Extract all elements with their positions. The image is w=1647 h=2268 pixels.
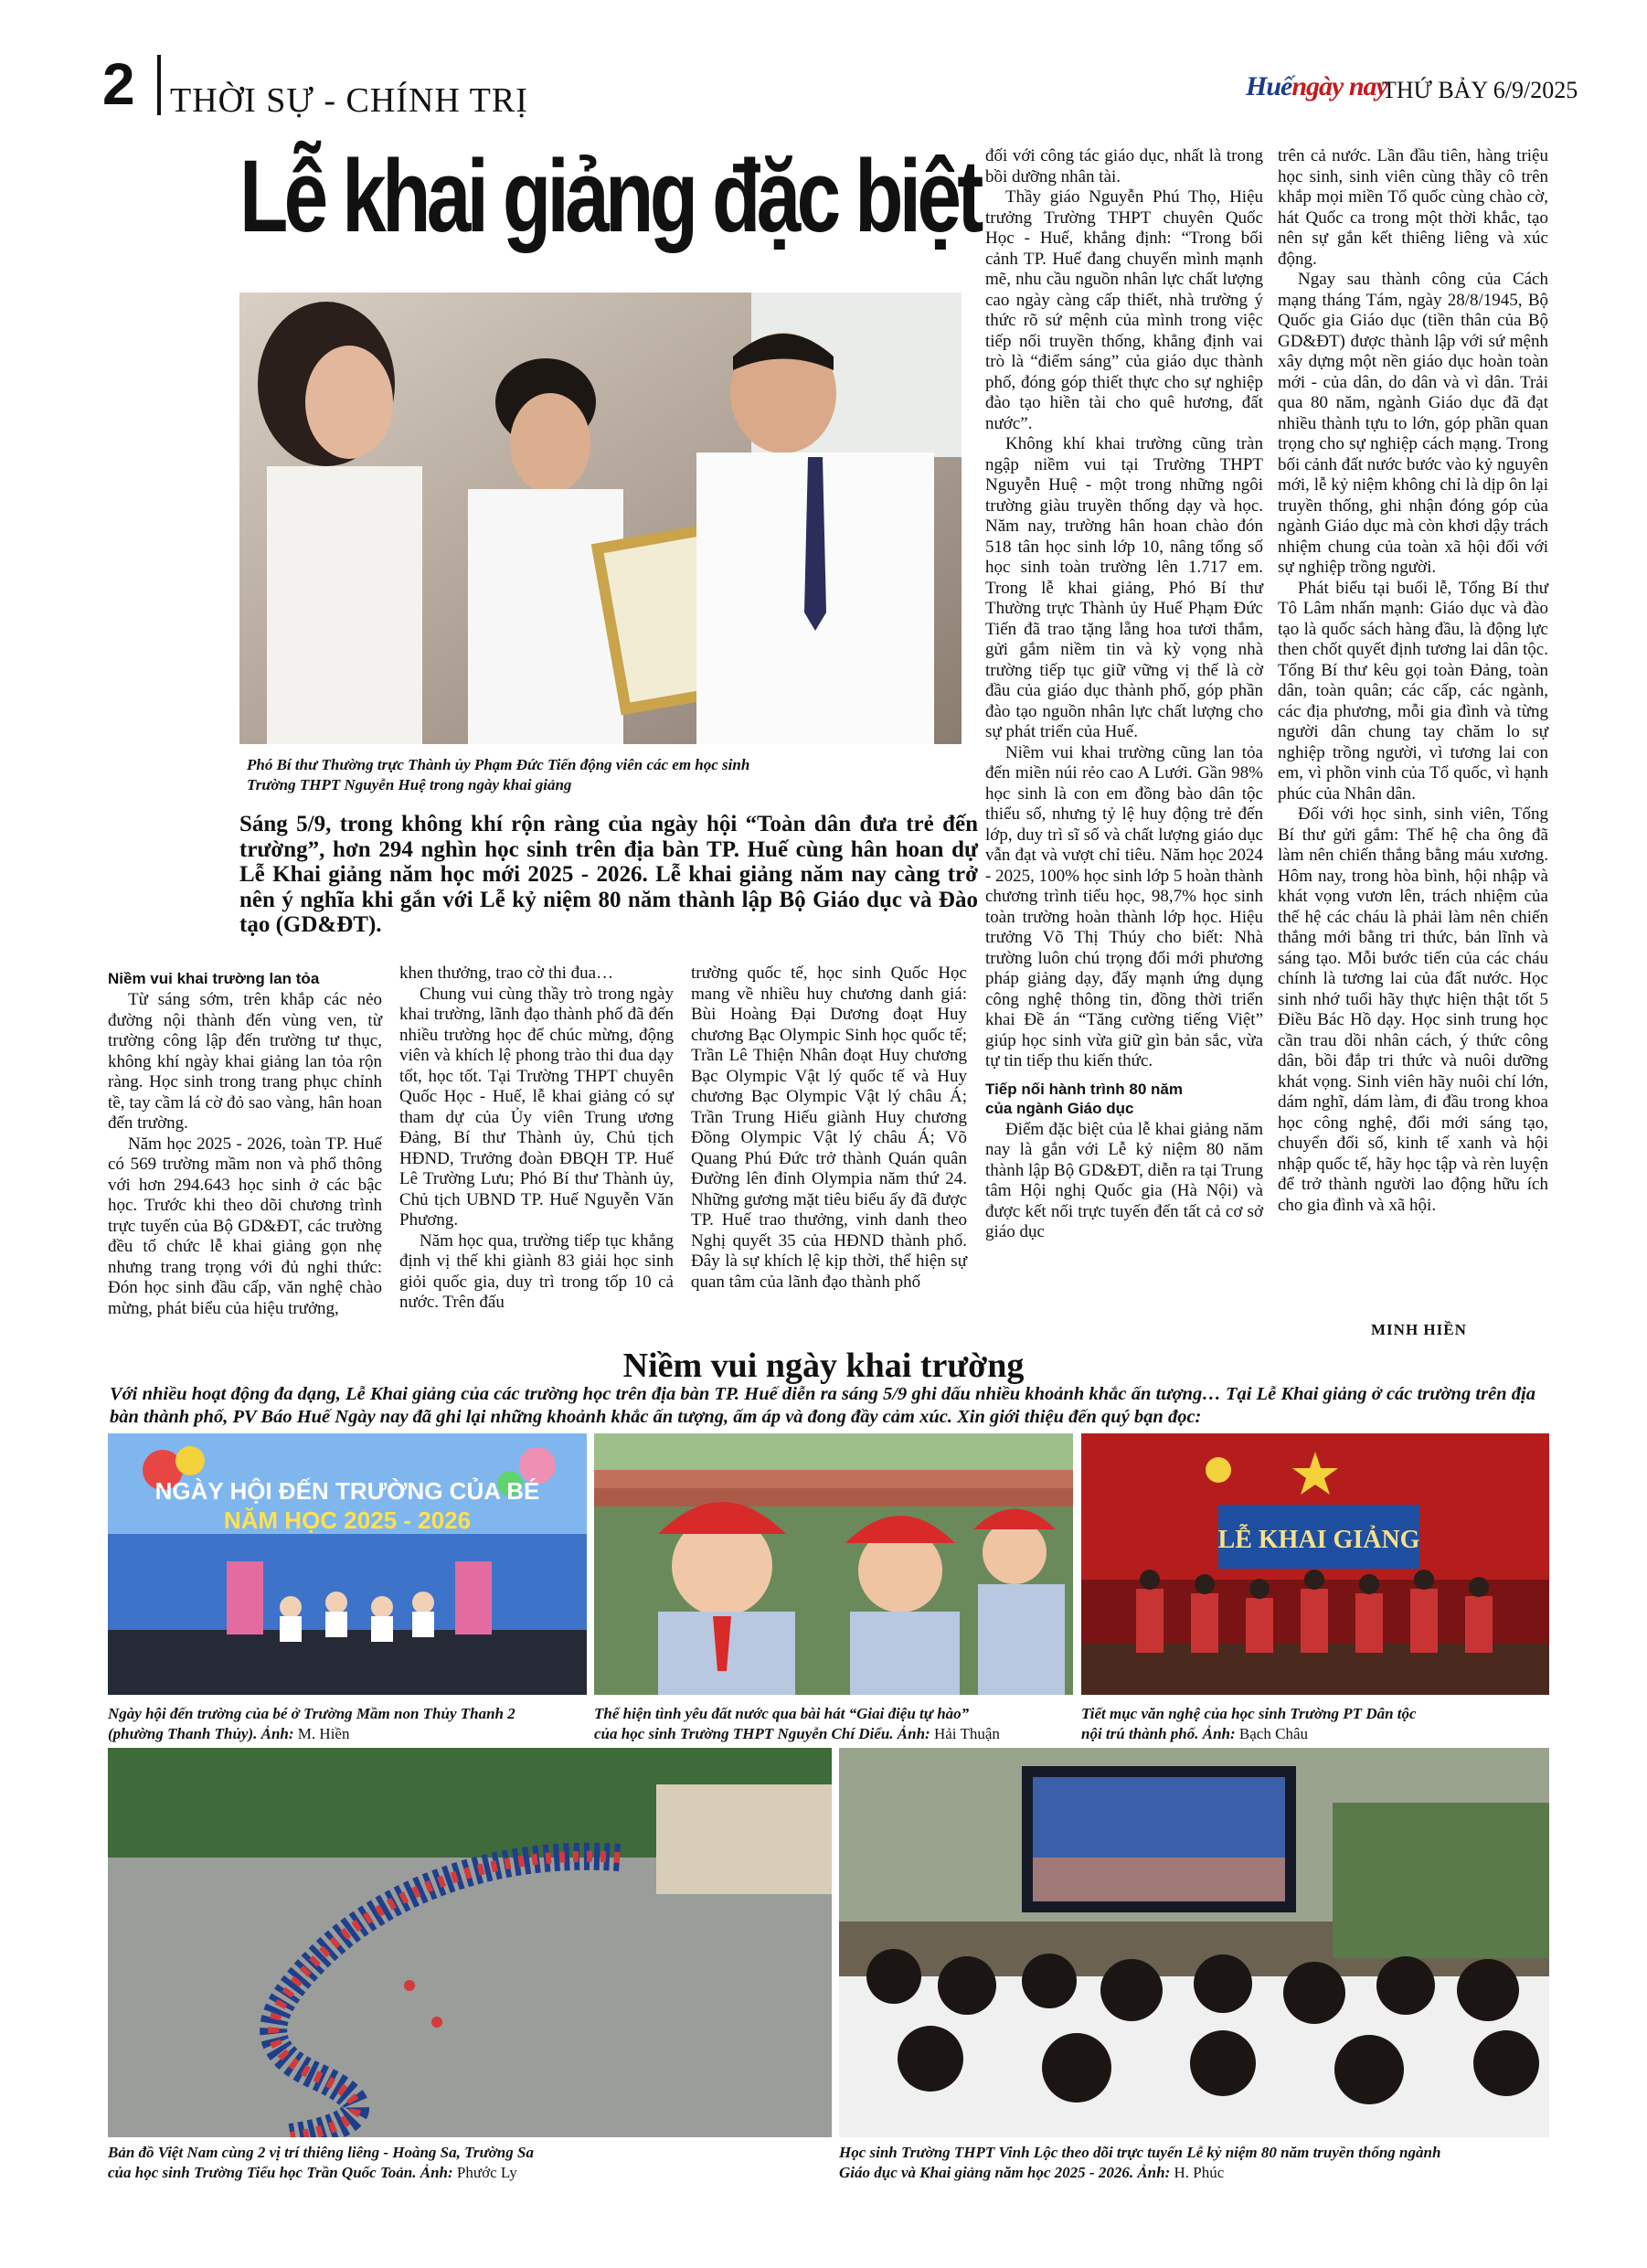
main-photo-caption [247, 755, 969, 795]
feature-title: Niềm vui ngày khai trường [622, 1347, 1025, 1385]
subhead-80-nam: Tiếp nối hành trình 80 năm [985, 1080, 1183, 1098]
photo-credit: Bạch Châu [1238, 1725, 1308, 1742]
feature-caption-2 [594, 1704, 1079, 1744]
logo-part-ngay-nay: ngày nay [1291, 71, 1387, 101]
paragraph: Điểm đặc biệt của lễ khai giảng năm nay là gắn với Lễ kỷ niệm 80 năm thành lập Bộ GD&ĐT, diễn ra tại Trung tâm Hội nghị Quốc gia (Hà Nội) và được kết nối trực tuyến đến tất cả cơ sở giáo dục [985, 1119, 1263, 1241]
page-number: 2 [102, 51, 135, 117]
feature-photo-5[interactable] [839, 1748, 1549, 2137]
paragraph: đối với công tác giáo dục, nhất là trong bồi dưỡng nhân tài. [985, 146, 1263, 186]
article-headline: Lễ khai giảng đặc biệt [239, 139, 980, 253]
subhead-lan-toa: Niềm vui khai trường lan tỏa [108, 970, 320, 987]
paragraph: Đối với học sinh, sinh viên, Tổng Bí thư gửi gắm: Thế hệ cha ông đã làm nên chiến thắng bằng máu xương. Hôm nay, trong hòa bình, hội nhập và khát vọng vươn lên, trách nhiệm của thế hệ các cháu là phải làm nên chiến thắng mới bằng tri thức, bản lĩnh và sáng tạo. Mỗi bước tiến của các cháu chính là tương lai của đất nước. Học sinh nhớ tuổi hãy thực hiện thật tốt 5 Điều Bác Hồ dạy. Học sinh trung học cần trau dồi nhân cách, ý thức công dân, bồi đắp tri thức và nuôi dưỡng khát vọng. Sinh viên hãy nuôi chí lớn, dám nghĩ, dám làm, đi đầu trong khoa học công nghệ, đổi mới sáng tạo, chuyển đổi số, kinh tế xanh và hội nhập quốc tế, hãy học tập và rèn luyện để trở thành người lao động hữu ích cho gia đình và xã hội. [1278, 804, 1548, 1215]
photo3-banner: LỄ KHAI GIẢNG [1217, 1526, 1420, 1554]
paragraph: Phát biểu tại buổi lễ, Tổng Bí thư Tô Lâm nhấn mạnh: Giáo dục và đào tạo là quốc sách hàng đầu, là động lực then chốt quyết định tương lai dân tộc. Tổng Bí thư kêu gọi toàn Đảng, toàn dân, toàn quân; các cấp, các ngành, các địa phương, mỗi gia đình và từng người dân chung tay chăm lo sự nghiệp trồng người, vì tương lai con em, vì phồn vinh của Tổ quốc, vì hạnh phúc của Nhân dân. [1278, 578, 1548, 804]
photo-credit: Hải Thuận [933, 1725, 1000, 1742]
feature-caption-3 [1081, 1704, 1557, 1744]
paragraph: Không khí khai trường cũng tràn ngập niềm vui tại Trường THPT Nguyễn Huệ - một trong những ngôi trường giàu truyền thống dạy và học. Năm nay, trường hân hoan chào đón 518 tân học sinh lớp 10, nâng tổng số học sinh toàn trường lên 1.717 em. Trong lễ khai giảng, Phó Bí thư Thường trực Thành ủy Huế Phạm Đức Tiến đã trao tặng lẵng hoa tươi thắm, gửi gắm niềm tin và kỳ vọng nhà trường tiếp tục giữ vững vị thế là cờ đầu của giáo dục thành phố, góp phần đào tạo nguồn nhân lực chất lượng cho sự phát triển của Huế. [985, 434, 1263, 741]
issue-date: THỨ BẢY 6/9/2025 [1382, 77, 1578, 103]
paragraph: trên cả nước. Lần đầu tiên, hàng triệu học sinh, sinh viên cùng thầy cô trên khắp mọi miền Tổ quốc cùng chào cờ, hát Quốc ca trong một thời khắc, tạo nên sự gắn kết thiêng liêng và xúc động. [1278, 146, 1548, 269]
logo-part-hue: Huế [1246, 71, 1292, 101]
paragraph: Năm học 2025 - 2026, toàn TP. Huế có 569 trường mầm non và phổ thông với hơn 294.643 học sinh ở các bậc học. Trước khi theo dõi chương trình trực tuyến của Bộ GD&ĐT, các trường đều tổ chức lễ khai giảng gọn nhẹ nhưng trang trọng với đủ nghi thức: Đón học sinh đầu cấp, văn nghệ chào mừng, phát biểu của hiệu trưởng, [108, 1134, 382, 1318]
caption-line: Học sinh Trường THPT Vinh Lộc theo dõi trực tuyến Lễ kỷ niệm 80 năm truyền thống ngành [839, 2144, 1441, 2161]
paragraph: Năm học qua, trường tiếp tục khẳng định vị thế khi giành 83 giải học sinh giỏi quốc gia, duy trì trong tốp 10 cả nước. Trên đấu [399, 1230, 674, 1312]
paragraph: Niềm vui khai trường cũng lan tỏa đến miền núi rẻo cao A Lưới. Gần 98% học sinh là con em đồng bào dân tộc thiểu số, nhưng tỷ lệ huy động trẻ đến lớp, duy trì sĩ số và chất lượng giáo dục vẫn đạt và vượt chỉ tiêu. Năm học 2024 - 2025, 100% học sinh lớp 5 hoàn thành chương trình tiểu học, 98,7% học sinh toàn trường hoàn thành lớp học. Hiệu trưởng Võ Thị Thúy cho biết: Nhà trường luôn chú trọng đổi mới phương pháp giảng dạy, đẩy mạnh ứng dụng công nghệ thông tin, đồng thời triển khai Đề án “Tăng cường tiếng Việt” giúp học sinh vừa giữ gìn bản sắc, vừa tự tin tiếp thu kiến thức. [985, 742, 1263, 1070]
feature-photo-1[interactable] [108, 1433, 587, 1695]
article-column-3 [691, 964, 967, 1293]
paragraph: trường quốc tế, học sinh Quốc Học mang về nhiều huy chương danh giá: Bùi Hoàng Đại Dương đoạt Huy chương Bạc Olympic Sinh học quốc tế; Trần Lê Thiện Nhân đoạt Huy chương Bạc Olympic Vật lý quốc tế và Huy chương Bạc Olympic Vật lý châu Á; Trần Trung Hiếu giành Huy chương Đồng Olympic Vật lý châu Á; Võ Quang Phú Đức trở thành Quán quân Đường lên đỉnh Olympia năm thứ 24. Những gương mặt tiêu biểu ấy đã được TP. Huế trao thưởng, vinh danh theo Nghị quyết 35 của HĐND thành phố. Đây là sự khích lệ kịp thời, thể hiện sự quan tâm của lãnh đạo thành phố [691, 964, 967, 1292]
caption-line: của học sinh Trường THPT Nguyễn Chí Diểu. Ảnh: [594, 1725, 934, 1742]
main-photo[interactable] [239, 293, 962, 744]
article-column-4 [985, 146, 1263, 1243]
paragraph: Từ sáng sớm, trên khắp các nẻo đường nội thành đến vùng ven, từ trường công lập đến trường tư thục, không khí ngày khai giảng lan tỏa rộn ràng. Học sinh trong trang phục chỉnh tề, tay cầm lá cờ đỏ sao vàng, hân hoan đến trường. [108, 990, 382, 1133]
caption-line: Ngày hội đến trường của bé ở Trường Mầm non Thủy Thanh 2 [108, 1705, 515, 1722]
feature-caption-4 [108, 2143, 839, 2183]
caption-line: Thể hiện tình yêu đất nước qua bài hát “Giai điệu tự hào” [594, 1705, 970, 1722]
photo-credit: M. Hiền [297, 1725, 350, 1742]
caption-line: Bản đồ Việt Nam cùng 2 vị trí thiêng liêng - Hoàng Sa, Trường Sa [108, 2144, 534, 2161]
feature-photo-3[interactable] [1081, 1433, 1549, 1695]
paragraph: Ngay sau thành công của Cách mạng tháng Tám, ngày 28/8/1945, Bộ Quốc gia Giáo dục (tiền thân của Bộ GD&ĐT) được thành lập với sứ mệnh xây dựng một nền giáo dục hoàn toàn mới - của dân, do dân và vì dân. Trải qua 80 năm, ngành Giáo dục đã đạt nhiều thành tựu to lớn, góp phần quan trọng cho sự nghiệp cách mạng. Trong bối cảnh đất nước bước vào kỷ nguyên mới, lễ kỷ niệm không chỉ là dịp ôn lại truyền thống, ghi nhận đóng góp của ngành Giáo dục mà còn khơi dậy trách nhiệm chung của toàn xã hội đối với sự nghiệp trồng người. [1278, 270, 1548, 577]
feature-intro: Với nhiều hoạt động đa dạng, Lễ Khai giảng của các trường học trên địa bàn TP. Huế diễn ra sáng 5/9 ghi dấu nhiều khoảnh khắc ấn tượng… Tại Lễ Khai giảng ở các trường trên địa bàn thành phố, PV Báo Huế Ngày nay đã ghi lại những khoảnh khắc ấn tượng, ấm áp và đong đầy cảm xúc. Xin giới thiệu đến quý bạn đọc: [110, 1384, 1535, 1427]
paragraph: khen thưởng, trao cờ thi đua… [399, 964, 614, 983]
feature-photo-4[interactable] [108, 1748, 832, 2137]
photo-credit: Phước Ly [456, 2164, 517, 2181]
section-title: THỜI SỰ - CHÍNH TRỊ [170, 81, 528, 120]
newspaper-logo[interactable] [1246, 71, 1387, 102]
photo-credit: H. Phúc [1174, 2164, 1225, 2181]
main-caption-line2: Trường THPT Nguyễn Huệ trong ngày khai giảng [247, 776, 572, 793]
feature-caption-1 [108, 1704, 601, 1744]
paragraph: Chung vui cùng thầy trò trong ngày khai trường, lãnh đạo thành phố đã đến nhiều trường học để chúc mừng, động viên và khích lệ phong trào thi đua dạy tốt, học tốt. Tại Trường THPT chuyên Quốc Học - Huế, lễ khai giảng có sự tham dự của Ủy viên Trung ương Đảng, Bí thư Thành ủy, Chủ tịch HĐND, Trưởng đoàn ĐBQH TP. Huế Lê Trường Lưu; Phó Bí thư Thành ủy, Chủ tịch UBND TP. Huế Nguyễn Văn Phương. [399, 984, 674, 1230]
subhead-80-nam-line2: của ngành Giáo dục [985, 1099, 1134, 1117]
article-column-1 [108, 964, 382, 1319]
article-lead: Sáng 5/9, trong không khí rộn ràng của ngày hội “Toàn dân đưa trẻ đến trường”, hơn 294 nghìn học sinh trên địa bàn TP. Huế cùng hân hoan dự Lễ Khai giảng năm học mới 2025 - 2026. Lễ khai giảng năm nay càng trở nên ý nghĩa khi gắn với Lễ kỷ niệm 80 năm thành lập Bộ Giáo dục và Đào tạo (GD&ĐT). [239, 812, 978, 937]
photo1-banner-line2: NĂM HỌC 2025 - 2026 [223, 1507, 472, 1534]
caption-line: nội trú thành phố. Ảnh: [1081, 1725, 1239, 1742]
paragraph: Thầy giáo Nguyễn Phú Thọ, Hiệu trưởng Trường THPT chuyên Quốc Học - Huế, khẳng định: “Trong bối cảnh TP. Huế đang chuyển mình mạnh mẽ, nhu cầu nguồn nhân lực chất lượng cao ngày càng cấp thiết, nhà trường ý thức rõ sứ mệnh của mình trong việc tiếp nối truyền thống, khẳng định vai trò là “điểm sáng” của giáo dục thành phố, đóng góp thiết thực cho sự nghiệp đào tạo hiền tài cho quê hương, đất nước”. [985, 187, 1263, 433]
photo1-banner-line1: NGÀY HỘI ĐẾN TRƯỜNG CỦA BÉ [154, 1477, 540, 1505]
feature-photo-2[interactable] [594, 1433, 1073, 1695]
article-column-2 [399, 964, 674, 1314]
header-divider [157, 55, 161, 115]
main-caption-line1: Phó Bí thư Thường trực Thành ủy Phạm Đức Tiến động viên các em học sinh [247, 756, 750, 773]
byline: MINH HIỀN [1371, 1321, 1467, 1338]
caption-line: Giáo dục và Khai giảng năm học 2025 - 2026. Ảnh: [839, 2164, 1174, 2181]
caption-line: của học sinh Trường Tiểu học Trần Quốc Toản. Ảnh: [108, 2164, 457, 2181]
caption-line: (phường Thanh Thủy). Ảnh: [108, 1725, 298, 1742]
feature-caption-5 [839, 2143, 1561, 2183]
caption-line: Tiết mục văn nghệ của học sinh Trường PT Dân tộc [1081, 1705, 1417, 1722]
article-column-5 [1278, 146, 1548, 1216]
